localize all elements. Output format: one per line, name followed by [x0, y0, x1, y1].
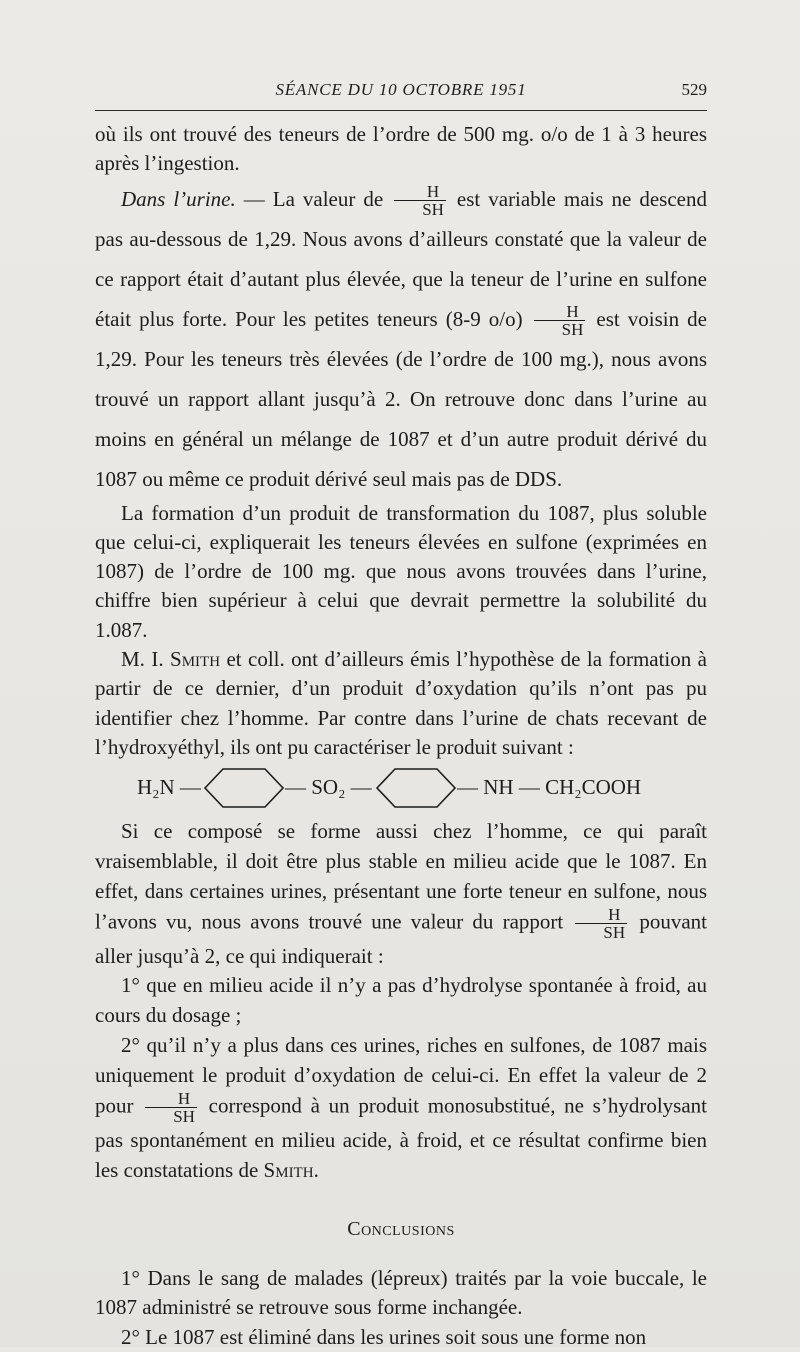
running-head: SÉANCE DU 10 OCTOBRE 1951 [275, 80, 527, 99]
page-number: 529 [681, 80, 707, 99]
formula-left: H₂N — [137, 775, 201, 800]
chemical-formula [95, 764, 707, 812]
paragraph-2-text-a: — La valeur de [235, 186, 392, 211]
fraction-den: SH [145, 1107, 197, 1125]
paragraph-7-text-b: correspond à un produit monosubstitué, ne s’hydrolysant pas spontanément en milieu acide, à froid, et ce résultat confirme bien les constatations de [95, 1093, 707, 1182]
author-smith: Smith [170, 647, 221, 672]
fraction-h-sh [575, 906, 627, 941]
fraction-h-sh [534, 303, 586, 338]
paragraph-7-text-c: . [313, 1157, 319, 1182]
benzene-ring-icon [375, 767, 457, 809]
paragraph-8: 1° Dans le sang de malades (lépreux) traités par la voie buccale, le 1087 administré se retrouve sous forme inchangée. [95, 1266, 707, 1320]
author-smith: Smith [263, 1157, 314, 1182]
benzene-ring-icon [203, 767, 285, 809]
paragraph-2-text-b: est variable mais ne descend pas au-dessous de 1,29. Nous avons d’ailleurs constaté que la valeur de ce rapport était d’autant plus élevée, que la teneur de l’urine en sulfone était plus forte. Pour les petites teneurs (8-9 o/o) [95, 186, 707, 331]
paragraph-4-text-a: M. I. [121, 647, 171, 672]
paragraph-4-text-b: et coll. ont d’ailleurs émis l’hypothèse de la formation à partir de ce dernier, d’un produit d’oxydation qu’ils n’ont pas pu identifier chez l’homme. Par contre dans l’urine de chats recevant de l’hydroxyéthyl, ils ont pu caractériser le produit suivant : [95, 647, 708, 759]
paragraph-2-text-c: est voisin de 1,29. Pour les teneurs très élevées (de l’ordre de 100 mg.), nous avons trouvé un rapport allant jusqu’à 2. On retrouve donc dans l’urine au moins en général un mélange de 1087 et d’un autre produit dérivé du 1087 ou même ce produit dérivé seul mais pas de DDS. [95, 306, 707, 491]
fraction-h-sh [145, 1090, 197, 1125]
formula-right: — NH — CH₂COOH [457, 775, 642, 800]
paragraph-7-text-a: 2° qu’il n’y a plus dans ces urines, riches en sulfones, de 1087 mais uniquement le produit d’oxydation de celui-ci. En effet la valeur de 2 pour [95, 1032, 707, 1118]
fraction-den: SH [575, 923, 627, 941]
fraction-den: SH [394, 200, 446, 218]
paragraph-5-text-b: pouvant aller jusqu’à 2, ce qui indiquerait : [95, 909, 707, 969]
paragraph-2 [95, 179, 707, 499]
paragraph-1: où ils ont trouvé des teneurs de l’ordre de 500 mg. o/o de 1 à 3 heures après l’ingestion. [95, 122, 707, 176]
page-header [95, 80, 707, 111]
paragraph-5-text-a: Si ce composé se forme aussi chez l’homme, ce qui paraît vraisemblable, il doit être plus stable en milieu acide que le 1087. En effet, dans certaines urines, présentant une forte teneur en sulfone, nous l’avons vu, nous avons trouvé une valeur du rapport [95, 819, 707, 934]
section-heading-conclusions: Conclusions [347, 1217, 455, 1240]
paragraph-4 [95, 645, 707, 762]
formula-mid: — SO₂ — [285, 775, 372, 800]
paragraph-6: 1° que en milieu acide il n’y a pas d’hydrolyse spontanée à froid, au cours du dosage ; [95, 973, 707, 1027]
fraction-num: H [566, 302, 579, 322]
urine-lead: Dans l’urine. [121, 186, 236, 211]
paragraph-3: La formation d’un produit de transformation du 1087, plus soluble que celui-ci, expliquerait les teneurs élevées en sulfone (exprimées en 1087) de l’ordre de 100 mg. que nous avons trouvées dans l’urine, chiffre bien supérieur à celui que devrait permettre la solubilité du 1.087. [95, 500, 707, 642]
fraction-h-sh [394, 183, 446, 218]
fraction-num: H [177, 1088, 191, 1108]
fraction-num: H [608, 905, 621, 925]
paragraph-9: 2° Le 1087 est éliminé dans les urines soit sous une forme non [121, 1324, 647, 1349]
fraction-num: H [426, 182, 440, 202]
body-text [95, 120, 707, 1352]
fraction-den: SH [534, 320, 586, 338]
paragraph-5 [95, 816, 707, 971]
paragraph-7 [95, 1030, 707, 1185]
